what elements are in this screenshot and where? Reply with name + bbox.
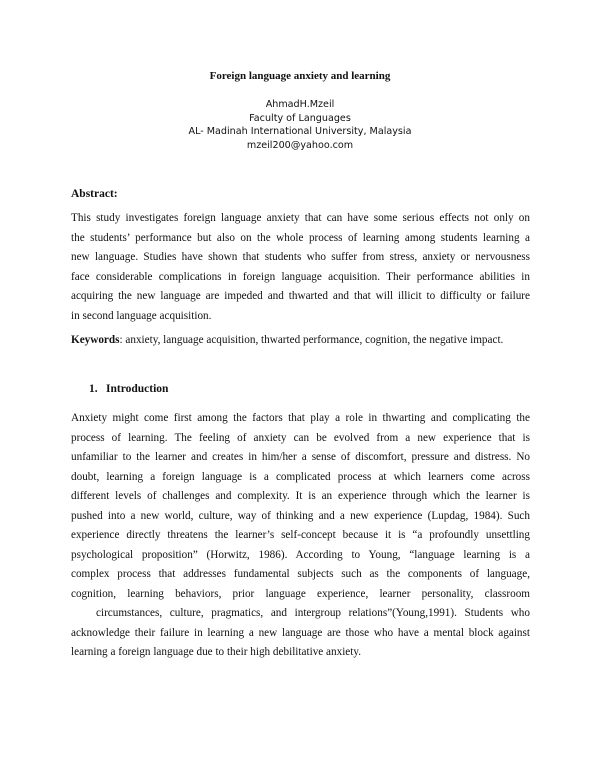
author-name: AhmadH.Mzeil [265, 99, 335, 110]
abstract-line: This study investigates foreign language anxiety that can have some serious effects not only on [71, 212, 530, 224]
intro-line: experience directly threatens the learner’s self-concept because it is “a profoundly unsettling [71, 529, 530, 541]
intro-line: Anxiety might come first among the factors that play a role in thwarting and complicating the [71, 412, 530, 424]
abstract-line: new language. Studies have shown that students who suffer from stress, anxiety or nervousness [71, 251, 530, 263]
intro-line: doubt, learning a foreign language is a complicated process at which learners come across [71, 470, 530, 483]
abstract-heading: Abstract: [71, 188, 118, 200]
author-block [0, 98, 600, 152]
section-number: 1. [89, 383, 98, 395]
intro-line: cognition, learning behaviors, prior language experience, learner personality, classroom [71, 587, 530, 600]
intro-line: process of learning. The feeling of anxiety can be evolved from a new experience that is [71, 431, 530, 444]
intro-line: unfamiliar to the learner and creates in him/her a sense of discomfort, pressure and distress. No [71, 451, 530, 463]
intro-line: learning a foreign language due to their high debilitative anxiety. [71, 646, 362, 658]
abstract-line: face considerable complications in foreign language acquisition. Their performance abilities in [71, 270, 530, 283]
abstract-line: in second language acquisition. [71, 309, 212, 322]
paper-title: Foreign language anxiety and learning [209, 70, 391, 82]
abstract-line: the students’ performance but also on the whole process of learning among students learning a [71, 231, 530, 244]
intro-line: acknowledge their failure in learning a new language are those who have a mental block against [71, 626, 530, 639]
affiliation-faculty: Faculty of Languages [249, 112, 351, 124]
intro-line: psychological proposition” (Horwitz, 1986). According to Young, “language learning is a [71, 548, 530, 561]
abstract-line: acquiring the new language are impeded and thwarted and that will illicit to difficulty or failure [71, 290, 530, 302]
intro-line: complex process that addresses fundamental subjects such as the components of language, [71, 568, 530, 580]
intro-line: different levels of challenges and complexity. It is an experience through which the learner is [71, 490, 530, 502]
author-email: mzeil200@yahoo.com [246, 139, 354, 151]
keywords-label: Keywords [71, 334, 120, 346]
abstract-body [71, 209, 530, 326]
section-title: Introduction [106, 383, 169, 395]
affiliation-university: AL- Madinah International University, Malaysia [188, 126, 412, 137]
intro-line: pushed into a new world, culture, way of thinking and a new experience (Lupdag, 1984). Such [71, 509, 530, 522]
keywords [71, 334, 541, 346]
introduction-heading [89, 383, 168, 395]
intro-line: circumstances, culture, pragmatics, and intergroup relations”(Young,1991). Students who [96, 607, 530, 619]
introduction-body [71, 409, 530, 663]
keywords-text: : anxiety, language acquisition, thwarted performance, cognition, the negative impact. [119, 334, 504, 346]
